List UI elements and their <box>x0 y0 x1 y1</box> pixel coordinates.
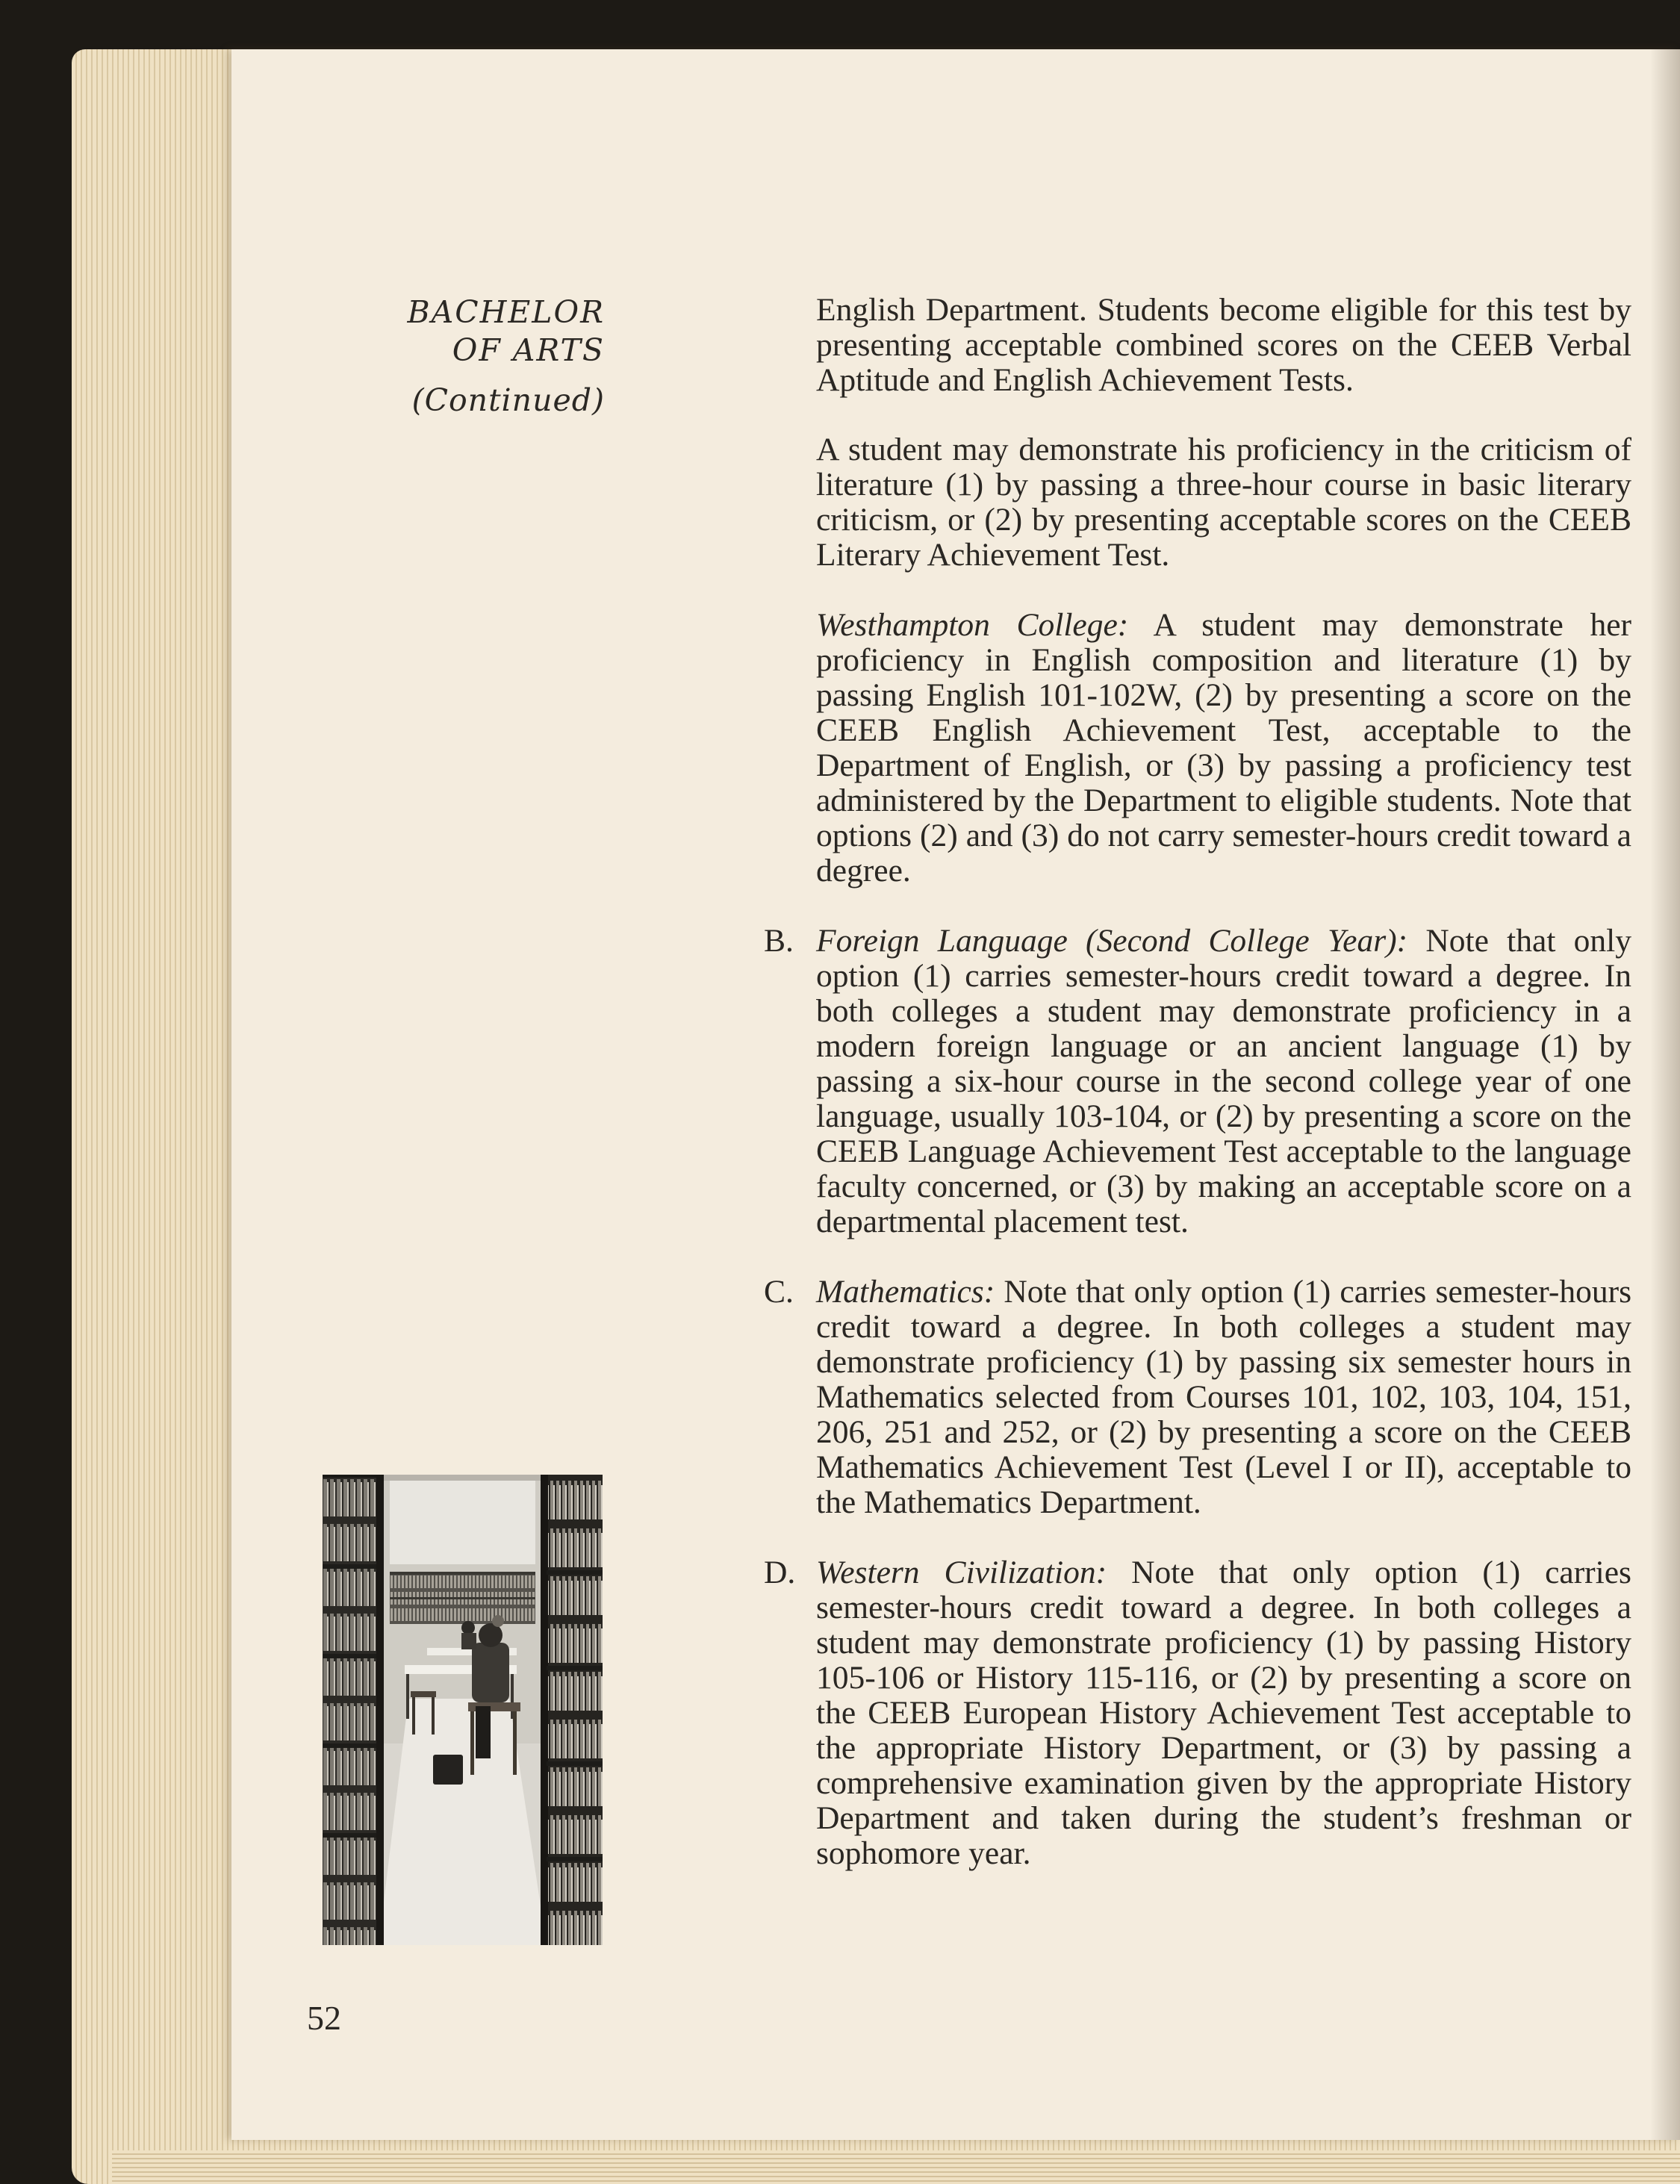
side-heading <box>373 293 605 420</box>
list-item-body: Note that only option (1) carries semester-hours credit toward a degree. In both colleges a student may demonstrate proficiency in a modern foreign language or an ancient language (1) by passing a six-hour course in the second college year of one language, usually 103-104, or (2) by presenting a score on the CEEB Language Achievement Test acceptable to the language faculty concerned, or (3) by making an acceptable score on a departmental placement test. <box>816 923 1631 1239</box>
page-edges-bottom <box>112 2150 1680 2184</box>
list-item-letter: C. <box>764 1274 794 1310</box>
side-heading-line2: OF ARTS <box>452 332 605 368</box>
list-item-lead: Western Civilization: <box>816 1555 1107 1590</box>
list-item-letter: D. <box>764 1555 796 1590</box>
paragraph-english-department: English Department. Students become eligible for this test by presenting acceptable combined scores on the CEEB Verbal Aptitude and English Achievement Tests. <box>816 292 1631 398</box>
main-text-column <box>764 292 1631 1906</box>
paragraph-westhampton-college <box>816 608 1631 889</box>
list-item-body: Note that only option (1) carries semester-hours credit toward a degree. In both colleges a student may demonstrate proficiency (1) by passing History 105-106 or History 115-116, or (2) by presenting a score on the CEEB European History Achievement Test acceptable to the appropriate History Department, or (3) by passing a comprehensive examination given by the appropriate History Department and taken during the student’s freshman or sophomore year. <box>816 1555 1631 1871</box>
list-item-lead: Mathematics: <box>816 1274 995 1310</box>
list-item-foreign-language <box>764 923 1631 1239</box>
library-photo-illustration <box>323 1475 603 1945</box>
list-item-western-civilization <box>764 1555 1631 1871</box>
library-stacks-photo <box>323 1475 603 1945</box>
list-item-mathematics <box>764 1274 1631 1520</box>
westhampton-lead: Westhampton College: <box>816 607 1129 643</box>
paragraph-criticism-of-literature: A student may demonstrate his proficiency in the criticism of literature (1) by passing a three-hour course in basic literary criticism, or (2) by presenting acceptable scores on the CEEB Literary Achievement Test. <box>816 432 1631 573</box>
spine-shadow <box>1650 49 1680 2140</box>
page-number: 52 <box>307 1999 341 2037</box>
side-heading-line1: BACHELOR <box>407 294 605 330</box>
list-item-body: Note that only option (1) carries semester-hours credit toward a degree. In both colleges a student may demonstrate proficiency (1) by passing six semester hours in Mathematics selected from Courses 101, 102, 103, 104, 151, 206, 251 and 252, or (2) by presenting a score on the CEEB Mathematics Achievement Test (Level I or II), acceptable to the Mathematics Department. <box>816 1274 1631 1520</box>
westhampton-body: A student may demonstrate her proficiency in English composition and literature (1) by passing English 101-102W, (2) by presenting a score on the CEEB English Achievement Test, acceptable to the Department of English, or (3) by passing a proficiency test administered by the Department to eligible students. Note that options (2) and (3) do not carry semester-hours credit toward a degree. <box>816 607 1631 889</box>
list-item-letter: B. <box>764 923 794 959</box>
list-item-lead: Foreign Language (Second College Year): <box>816 923 1408 959</box>
side-heading-continued: (Continued) <box>411 382 605 418</box>
